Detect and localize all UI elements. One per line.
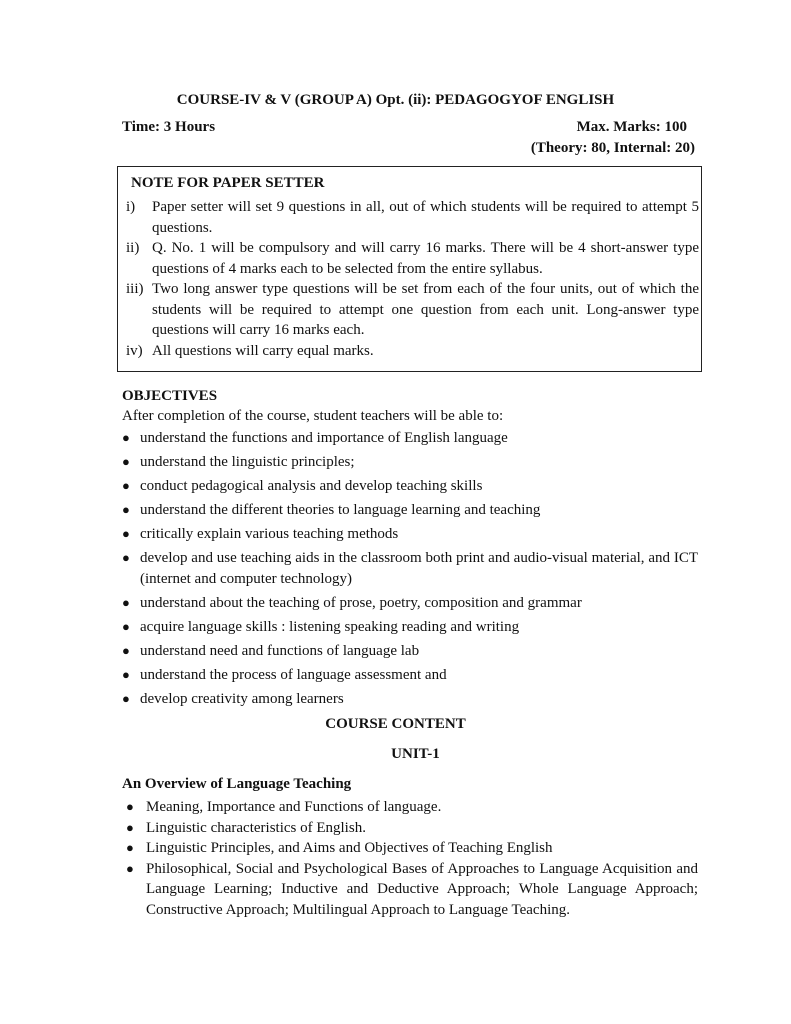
list-item: [122, 617, 698, 638]
unit-topics-list: [126, 797, 698, 920]
bullet-icon: ●: [122, 595, 130, 611]
objective-text: understand the linguistic principles;: [140, 454, 355, 471]
objective-text: critically explain various teaching methods: [140, 526, 399, 543]
bullet-icon: ●: [122, 619, 130, 635]
list-item: [122, 428, 698, 449]
bullet-icon: ●: [122, 526, 130, 542]
list-item: [122, 524, 698, 545]
bullet-icon: ●: [122, 550, 130, 566]
max-marks: Max. Marks: 100: [576, 119, 687, 135]
note-for-paper-setter-box: [117, 166, 702, 372]
bullet-icon: ●: [126, 840, 134, 855]
topic-text: Philosophical, Social and Psychological Bases of Approaches to Language Acquisition and Language Learning; Inductive and Deductive Approach; Whole Language Approach; Constructive Approach; Multilingual Approach to Language Teaching.: [146, 860, 698, 918]
objectives-list: [122, 428, 698, 714]
objective-text: develop and use teaching aids in the classroom both print and audio-visual material, and ICT (internet and computer technology): [140, 550, 698, 587]
bullet-icon: ●: [122, 478, 130, 494]
bullet-icon: ●: [122, 430, 130, 445]
note-item: [126, 197, 699, 238]
note-item: [126, 238, 699, 279]
objective-text: understand need and functions of language lab: [140, 643, 420, 660]
list-item: [122, 500, 698, 521]
note-item-text: Q. No. 1 will be compulsory and will carry 16 marks. There will be 4 short-answer type questions of 4 marks each to be selected from the entire syllabus.: [152, 240, 699, 277]
note-item-number: iii): [126, 281, 144, 297]
list-item: [122, 593, 698, 614]
note-item-number: ii): [126, 240, 140, 256]
objectives-heading: OBJECTIVES: [122, 388, 218, 404]
bullet-icon: ●: [126, 860, 134, 876]
note-item-text: Two long answer type questions will be set from each of the four units, out of which the students will be required to attempt one question from each unit. Long-answer type questions will carry 16 marks each.: [152, 281, 699, 338]
topic-text: Meaning, Importance and Functions of language.: [146, 799, 442, 815]
objective-text: understand the process of language assessment and: [140, 667, 447, 684]
unit-heading: UNIT-1: [391, 746, 440, 762]
course-title: COURSE-IV & V (GROUP A) Opt. (ii): PEDAGOGYOF ENGLISH: [176, 92, 615, 108]
objective-text: acquire language skills : listening speaking reading and writing: [140, 619, 520, 636]
note-item-number: iv): [126, 342, 143, 359]
objective-text: understand the different theories to language learning and teaching: [140, 502, 541, 519]
bullet-icon: ●: [122, 643, 130, 659]
list-item: [126, 859, 698, 921]
bullet-icon: ●: [126, 819, 134, 835]
bullet-icon: ●: [122, 502, 130, 518]
bullet-icon: ●: [122, 691, 130, 707]
note-item-text: All questions will carry equal marks.: [152, 342, 374, 359]
topic-text: Linguistic Principles, and Aims and Objectives of Teaching English: [146, 840, 553, 856]
exam-time: Time: 3 Hours: [122, 119, 216, 135]
note-item: [126, 279, 699, 341]
objective-text: understand the functions and importance of English language: [140, 430, 508, 446]
objective-text: develop creativity among learners: [140, 691, 344, 708]
list-item: [126, 838, 698, 859]
list-item: [126, 818, 698, 839]
section-heading: An Overview of Language Teaching: [122, 776, 352, 792]
objective-text: conduct pedagogical analysis and develop teaching skills: [140, 478, 483, 495]
list-item: [122, 548, 698, 589]
bullet-icon: ●: [122, 454, 130, 470]
topic-text: Linguistic characteristics of English.: [146, 819, 366, 836]
note-heading: NOTE FOR PAPER SETTER: [131, 175, 325, 191]
note-item-text: Paper setter will set 9 questions in all, out of which students will be required to attempt 5 questions.: [152, 199, 699, 236]
note-item-number: i): [126, 199, 136, 215]
objective-text: understand about the teaching of prose, poetry, composition and grammar: [140, 595, 582, 612]
list-item: [122, 665, 698, 686]
marks-breakdown: (Theory: 80, Internal: 20): [530, 140, 695, 156]
bullet-icon: ●: [122, 667, 130, 683]
list-item: [122, 689, 698, 710]
list-item: [126, 797, 698, 818]
bullet-icon: ●: [126, 799, 134, 814]
list-item: [122, 641, 698, 662]
note-list: [126, 197, 699, 361]
note-item: [126, 341, 699, 362]
objectives-intro: After completion of the course, student teachers will be able to:: [122, 408, 504, 424]
list-item: [122, 452, 698, 473]
course-content-heading: COURSE CONTENT: [325, 716, 466, 732]
list-item: [122, 476, 698, 497]
